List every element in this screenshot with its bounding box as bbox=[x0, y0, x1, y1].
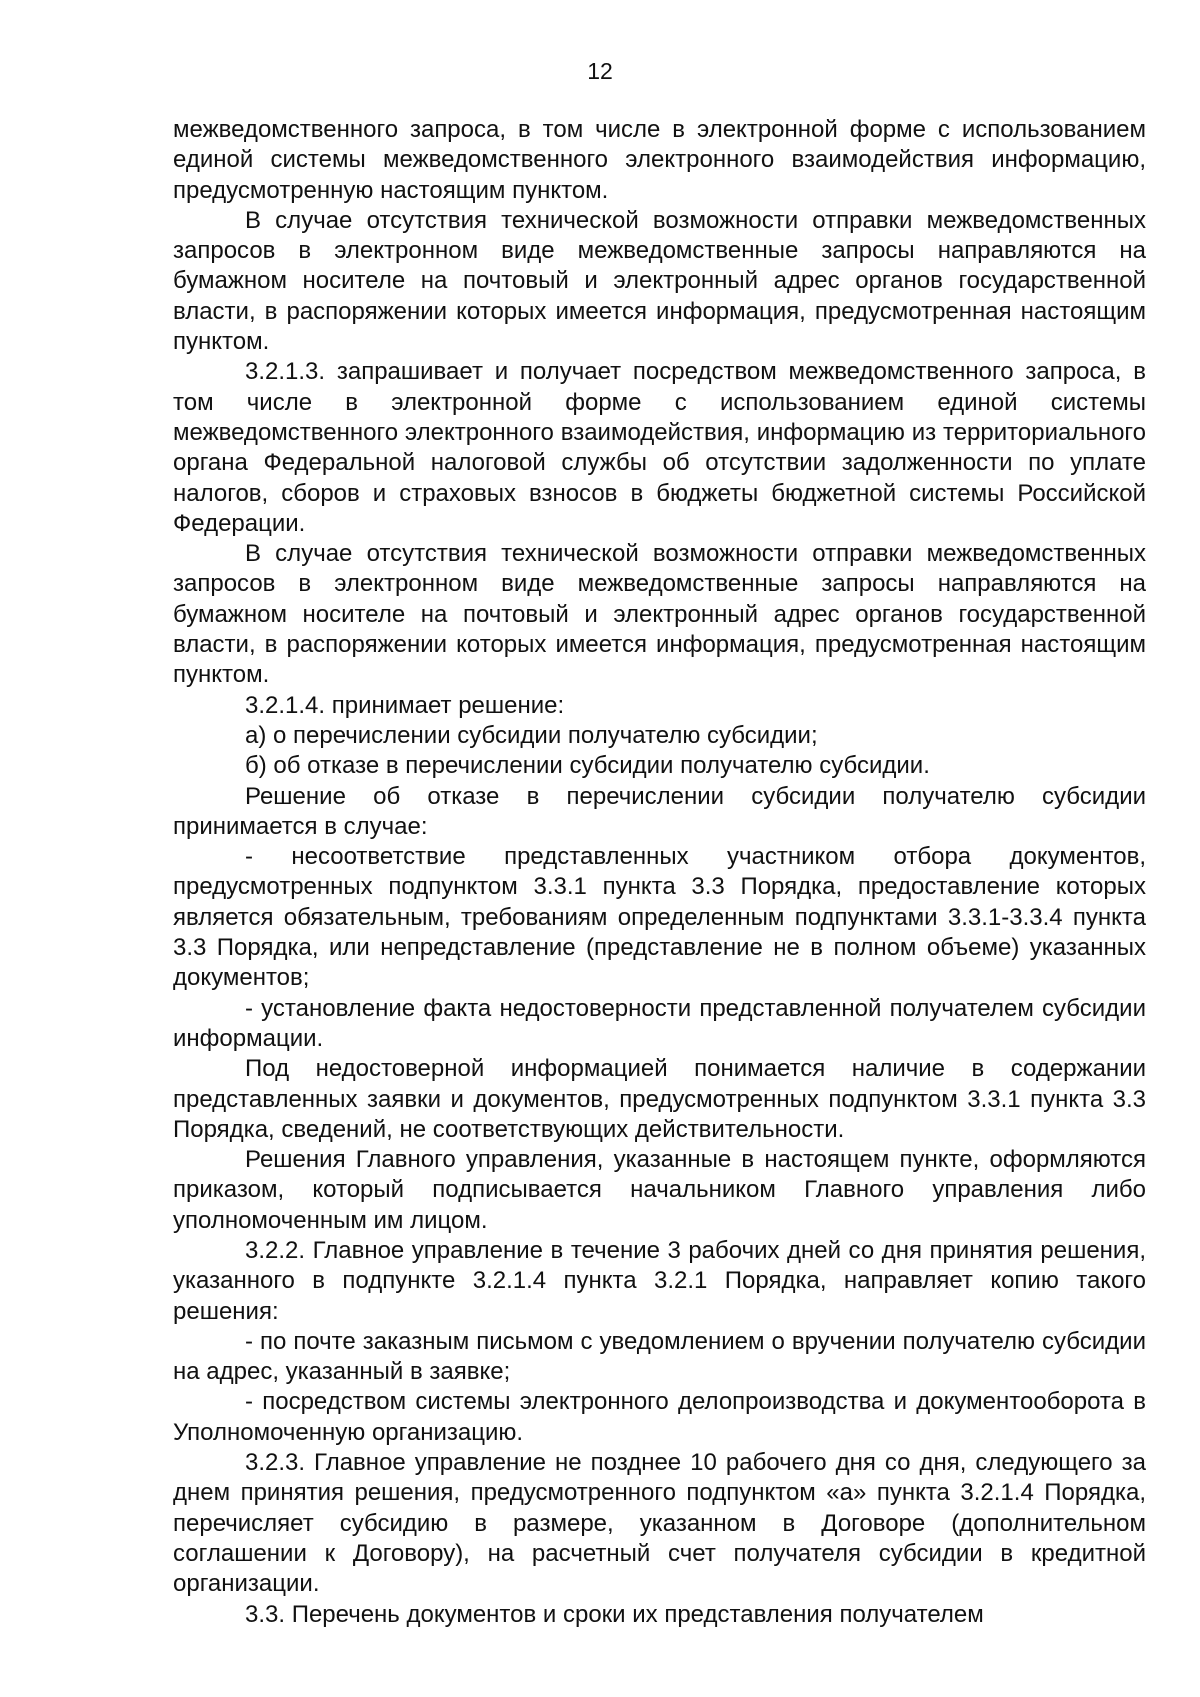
paragraph: межведомственного запроса, в том числе в электронной форме с использованием единой системы межведомственного электронного взаимодействия информацию, предусмотренную настоящим пунктом. bbox=[173, 116, 1146, 204]
paragraph: 3.2.1.3. запрашивает и получает посредством межведомственного запроса, в том числе в электронной форме с использованием единой системы межведомственного электронного взаимодействия, информацию из территориального органа Федеральной налоговой службы об отсутствии задолженности по уплате налогов, сборов и страховых взносов в бюджеты бюджетной системы Российской Федерации. bbox=[173, 358, 1146, 537]
section-heading: 3.3. Перечень документов и сроки их представления получателем bbox=[245, 1600, 984, 1628]
list-item: а) о перечислении субсидии получателю субсидии; bbox=[245, 721, 818, 749]
paragraph: В случае отсутствия технической возможности отправки межведомственных запросов в электронном виде межведомственные запросы направляются на бумажном носителе на почтовый и электронный адрес органов государственной власти, в распоряжении которых имеется информация, предусмотренная настоящим пунктом. bbox=[173, 540, 1146, 689]
paragraph: 3.2.1.4. принимает решение: bbox=[245, 691, 565, 719]
list-item: - посредством системы электронного делопроизводства и документооборота в Уполномоченную организацию. bbox=[173, 1388, 1146, 1446]
paragraph: 3.2.3. Главное управление не позднее 10 рабочего дня со дня, следующего за днем принятия решения, предусмотренного подпунктом «а» пункта 3.2.1.4 Порядка, перечисляет субсидию в размере, указанном в Договоре (дополнительном соглашении к Договору), на расчетный счет получателя субсидии в кредитной организации. bbox=[173, 1449, 1146, 1598]
paragraph: В случае отсутствия технической возможности отправки межведомственных запросов в электронном виде межведомственные запросы направляются на бумажном носителе на почтовый и электронный адрес органов государственной власти, в распоряжении которых имеется информация, предусмотренная настоящим пунктом. bbox=[173, 206, 1146, 356]
list-item: - по почте заказным письмом с уведомлением о вручении получателю субсидии на адрес, указанный в заявке; bbox=[173, 1327, 1146, 1386]
list-item: - установление факта недостоверности представленной получателем субсидии информации. bbox=[173, 994, 1146, 1052]
paragraph: Под недостоверной информацией понимается наличие в содержании представленных заявки и документов, предусмотренных подпунктом 3.3.1 пункта 3.3 Порядка, сведений, не соответствующих действительности. bbox=[173, 1055, 1146, 1143]
document-body bbox=[173, 115, 1146, 1630]
paragraph: Решение об отказе в перечислении субсидии получателю субсидии принимается в случае: bbox=[173, 782, 1146, 840]
list-item: б) об отказе в перечислении субсидии получателю субсидии. bbox=[245, 752, 930, 780]
page-number: 12 bbox=[587, 58, 613, 84]
paragraph: 3.2.2. Главное управление в течение 3 рабочих дней со дня принятия решения, указанного в подпункте 3.2.1.4 пункта 3.2.1 Порядка, направляет копию такого решения: bbox=[173, 1236, 1146, 1325]
list-item: - несоответствие представленных участником отбора документов, предусмотренных подпунктом 3.3.1 пункта 3.3 Порядка, предоставление которых является обязательным, требованиям определенным подпунктами 3.3.1-3.3.4 пункта 3.3 Порядка, или непредставление (представление не в полном объеме) указанных документов; bbox=[173, 843, 1146, 992]
paragraph: Решения Главного управления, указанные в настоящем пункте, оформляются приказом, который подписывается начальником Главного управления либо уполномоченным им лицом. bbox=[173, 1146, 1146, 1234]
